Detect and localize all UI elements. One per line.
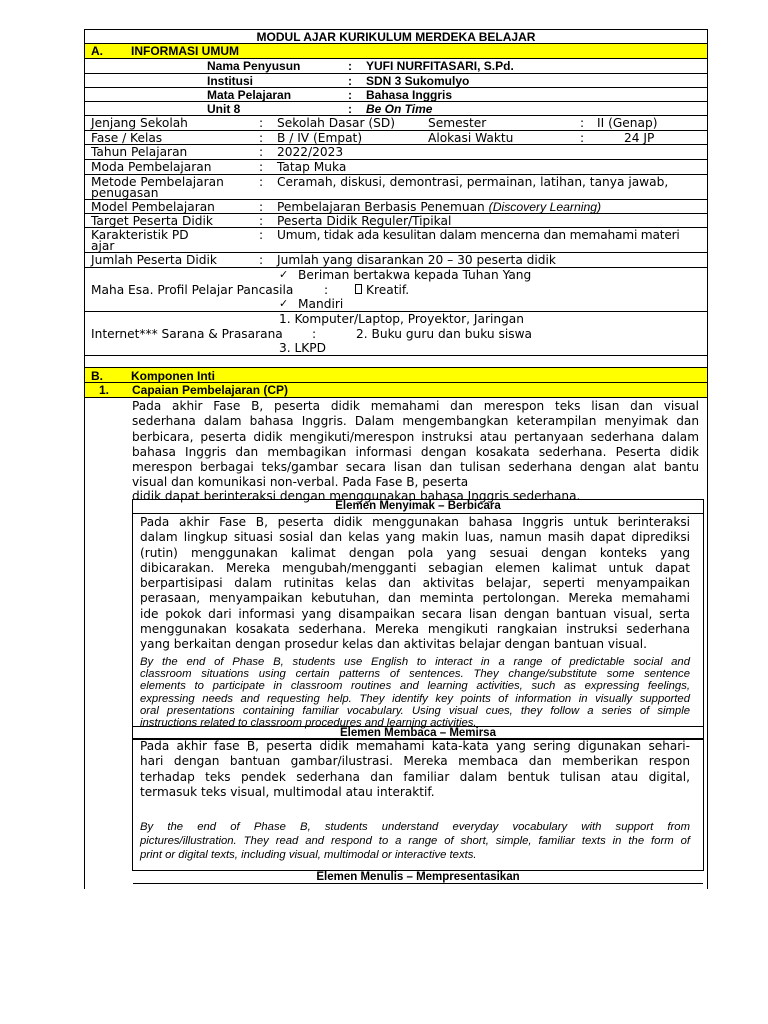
info-label: Fase / Kelas <box>91 131 163 145</box>
paragraph-line: Pada akhir Fase B, peserta didik menggunakan bahasa Inggris untuk berinteraksi <box>140 515 690 529</box>
paragraph-line: Pada akhir fase B, peserta didik memahami kata-kata yang sering digunakan sehari- <box>140 739 690 753</box>
identity-row-unit <box>85 102 707 116</box>
identity-separator: : <box>348 74 352 88</box>
spacer-row <box>85 356 707 368</box>
paragraph-line: termasuk teks visual, multimodal atau interaktif. <box>140 784 435 799</box>
info-row-target <box>85 214 707 228</box>
section-b-header <box>85 368 707 383</box>
profil-label: Maha Esa. Profil Pelajar Pancasila <box>91 283 294 297</box>
paragraph-line: dibicarakan. Mereka mengubah/mengganti sebagian elemen kalimat untuk dapat <box>140 560 690 575</box>
info-value-2: 24 JP <box>624 131 655 145</box>
identity-value: SDN 3 Sukomulyo <box>366 74 470 88</box>
paragraph-line: expressing needs and requesting help. They identify key points of information in visually supported <box>140 692 690 705</box>
sarana-separator: : <box>312 327 317 341</box>
identity-separator: : <box>348 102 352 116</box>
paragraph-line: perasaan, menyampaikan kebutuhan, dan meminta pertolongan. Mereka memahami <box>140 591 690 606</box>
info-label: Moda Pembelajaran <box>91 160 212 174</box>
identity-value: YUFI NURFITASARI, S.Pd. <box>366 59 514 73</box>
info-row-tahun <box>85 145 707 160</box>
info-value: Tatap Muka <box>277 160 347 174</box>
paragraph-line: hari dengan bantuan gambar/ilustrasi. Mereka membaca dan memberikan respon <box>140 754 690 769</box>
info-label: Target Peserta Didik <box>91 214 213 228</box>
info-label: Metode Pembelajaran <box>91 175 224 189</box>
info-separator: : <box>259 253 264 267</box>
info-separator: : <box>259 175 264 189</box>
info-row-profil <box>85 268 707 312</box>
paragraph-line: By the end of Phase B, students use English to interact in a range of predictable social and <box>140 656 690 668</box>
paragraph-line: elements to participate in classroom routines and learning activities, such as expressing feelings, <box>140 680 690 693</box>
cp-label: Capaian Pembelajaran (CP) <box>132 383 289 397</box>
lesson-module-table <box>84 29 708 889</box>
info-row-fase <box>85 131 707 145</box>
info-separator: : <box>259 200 264 214</box>
paragraph-line: oral presentations containing familiar vocabulary. Using visual cues, they follow a series of simple <box>140 704 690 717</box>
info-separator: : <box>259 228 264 242</box>
cp-line: berbicara, peserta didik mengikuti/merespon instruksi atau pertanyaan sederhana dalam <box>132 429 699 444</box>
info-label: Model Pembelajaran <box>91 200 215 214</box>
info-separator: : <box>259 214 264 228</box>
info-separator-2: : <box>580 116 585 130</box>
identity-label: Institusi <box>207 74 254 88</box>
sarana-item: 1. Komputer/Laptop, Proyektor, Jaringan <box>279 312 524 326</box>
info-row-moda <box>85 160 707 175</box>
info-label: Karakteristik PD <box>91 228 189 242</box>
elemen-membaca-en-paragraph <box>140 820 690 862</box>
paragraph-line: dalam lingkup situasi sosial dan kelas yang makin luas, namun masih dapat diprediksi <box>140 530 690 545</box>
cp-header <box>85 383 707 398</box>
cp-line: sederhana dalam bahasa Inggris. Dalam mengembangkan keterampilan menyimak dan <box>132 414 699 429</box>
cp-line: bahasa Inggris dan membagikan informasi dengan kosakata sederhana. Peserta didik <box>132 444 699 459</box>
elemen-menyimak-id-paragraph <box>140 515 690 653</box>
section-b-number: B. <box>91 369 103 383</box>
checkmark-icon: ✓ <box>279 268 289 281</box>
info-row-jumlah <box>85 253 707 268</box>
cp-line: visual dan komunikasi non-verbal. Pada Fase B, peserta <box>132 475 469 490</box>
info-value-text: Pembelajaran Berbasis Penemuan <box>277 200 485 214</box>
cp-number: 1. <box>99 383 110 397</box>
identity-separator: : <box>348 88 352 102</box>
elemen-menyimak-en-paragraph <box>140 656 690 729</box>
paragraph-line: classroom situations using certain patterns of sentences. They change/substitute some sentence <box>140 668 690 681</box>
info-value: Peserta Didik Reguler/Tipikal <box>277 214 452 228</box>
profil-item: Beriman bertakwa kepada Tuhan Yang <box>298 268 532 282</box>
identity-row-subject <box>85 88 707 102</box>
profil-item: Kreatif. <box>366 283 410 297</box>
section-a-header <box>85 44 707 59</box>
info-label-wrap: ajar <box>91 239 115 253</box>
missing-glyph-icon <box>355 284 362 294</box>
info-value <box>277 200 601 214</box>
section-b-label: Komponen Inti <box>131 369 215 383</box>
sarana-item: 3. LKPD <box>279 341 327 355</box>
info-label-2: Alokasi Waktu <box>428 131 514 145</box>
info-label: Tahun Pelajaran <box>91 145 188 159</box>
elemen-membaca-heading: Elemen Membaca – Memirsa <box>133 726 703 740</box>
paragraph-line: berpartisipasi dalam rutinitas kelas dan aktivitas belajar, seperti menyampaikan <box>140 576 690 591</box>
cp-line: merespon berbagai teks/gambar secara lisan dan tulisan sederhana dengan alat bantu <box>132 460 699 475</box>
identity-row-institution <box>85 74 707 88</box>
profil-separator: : <box>324 283 329 297</box>
paragraph-line: instructions related to classroom procedures and learning activities. <box>140 717 477 730</box>
identity-separator: : <box>348 59 352 73</box>
elemen-menyimak-box <box>132 499 704 739</box>
elemen-membaca-id-paragraph <box>140 739 690 800</box>
info-row-sarana <box>85 312 707 356</box>
paragraph-line: pictures/illustration. They read and respond to a range of short, simple, familiar texts in the form of <box>140 835 690 847</box>
info-value-2: II (Genap) <box>597 116 658 130</box>
paragraph-line: menggunakan kosakata sederhana. Mereka mengikuti rangkaian instruksi sederhana <box>140 622 690 637</box>
info-value-italic: (Discovery Learning) <box>488 200 602 214</box>
paragraph-line: By the end of Phase B, students understand everyday vocabulary with support from <box>140 821 690 833</box>
info-separator: : <box>259 145 264 159</box>
paragraph-line: terhadap teks pendek sederhana dan familiar dalam bentuk tulisan atau digital, <box>140 769 690 784</box>
section-a-number: A. <box>91 44 103 58</box>
elemen-membaca-box <box>132 739 704 883</box>
info-value: B / IV (Empat) <box>277 131 363 145</box>
info-separator: : <box>259 116 264 130</box>
info-row-jenjang <box>85 116 707 131</box>
elemen-menulis-heading: Elemen Menulis – Mempresentasikan <box>133 870 703 884</box>
info-separator-2: : <box>580 131 585 145</box>
identity-value: Be On Time <box>366 102 433 116</box>
paragraph-line: print or digital texts, including visual, multimodal or interactive texts. <box>140 849 477 861</box>
info-separator: : <box>259 131 264 145</box>
elemen-menyimak-heading: Elemen Menyimak – Berbicara <box>133 500 703 514</box>
cp-line: Pada akhir Fase B, peserta didik memahami dan merespon teks lisan dan visual <box>132 399 699 413</box>
section-a-label: INFORMASI UMUM <box>131 44 239 58</box>
identity-label: Mata Pelajaran <box>207 88 292 102</box>
info-value: 2022/2023 <box>277 145 344 159</box>
cp-paragraph <box>132 399 699 504</box>
cp-line: didik dapat berinteraksi dengan menggunakan bahasa Inggris sederhana. <box>132 488 581 503</box>
module-title: MODUL AJAR KURIKULUM MERDEKA BELAJAR <box>256 30 536 44</box>
paragraph-line: yang berkaitan dengan prosedur kelas dan aktivitas belajar dengan bantuan visual. <box>140 637 648 652</box>
info-value: Jumlah yang disarankan 20 – 30 peserta didik <box>277 253 556 267</box>
sarana-label: Internet*** Sarana & Prasarana <box>91 327 283 341</box>
paragraph-line: ide pokok dari informasi yang disampaikan secara lisan dengan bantuan visual, serta <box>140 606 690 621</box>
sarana-item: 2. Buku guru dan buku siswa <box>356 327 533 341</box>
info-label: Jenjang Sekolah <box>91 116 188 130</box>
info-label-wrap: penugasan <box>91 186 159 200</box>
identity-label: Nama Penyusun <box>207 59 301 73</box>
info-row-karakteristik <box>85 228 707 253</box>
checkmark-icon: ✓ <box>279 297 289 310</box>
info-label: Jumlah Peserta Didik <box>91 253 217 267</box>
info-row-metode <box>85 175 707 200</box>
identity-label: Unit 8 <box>207 102 241 116</box>
info-value: Sekolah Dasar (SD) <box>277 116 395 130</box>
title-row <box>85 30 707 44</box>
profil-item: Mandiri <box>298 297 344 311</box>
info-value: Umum, tidak ada kesulitan dalam mencerna dan memahami materi <box>277 228 680 242</box>
info-row-model <box>85 200 707 214</box>
identity-value: Bahasa Inggris <box>366 88 453 102</box>
paragraph-line: (rutin) menggunakan kalimat dengan pola yang sesuai dengan konteks yang <box>140 545 690 560</box>
info-value: Ceramah, diskusi, demontrasi, permainan, latihan, tanya jawab, <box>277 175 669 189</box>
info-label-2: Semester <box>428 116 487 130</box>
info-separator: : <box>259 160 264 174</box>
identity-row-author <box>85 59 707 74</box>
